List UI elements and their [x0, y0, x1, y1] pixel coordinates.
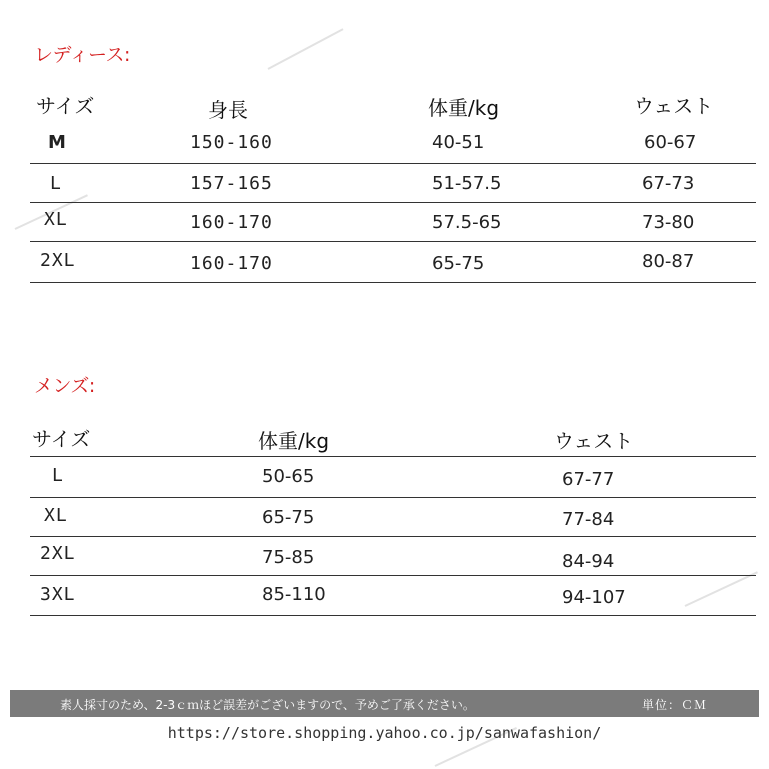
waist-cell: 77-84 — [562, 509, 615, 530]
unit-label: 単位：ＣＭ — [642, 698, 708, 712]
height-cell: 157-165 — [190, 173, 273, 194]
waist-cell: 67-73 — [642, 173, 695, 194]
waist-cell: 60-67 — [644, 132, 697, 153]
store-url: https://store.shopping.yahoo.co.jp/sanwafashion/ — [167, 724, 602, 742]
header-height: 身長 — [208, 98, 248, 122]
mens-table-header — [30, 423, 756, 453]
weight-cell: 65-75 — [432, 253, 485, 274]
weight-cell: 51-57.5 — [432, 173, 502, 194]
header-weight: 体重/kg — [428, 96, 500, 120]
header-size: サイズ — [32, 427, 91, 451]
weight-cell: 57.5-65 — [432, 212, 502, 233]
mens-section-title: メンズ: — [34, 375, 95, 397]
table-row — [30, 497, 756, 537]
weight-cell: 50-65 — [262, 466, 315, 487]
waist-cell: 67-77 — [562, 469, 615, 490]
mens-size-table — [30, 423, 756, 620]
measurement-note: 素人採寸のため、2-3ｃｍほど誤差がございますので、予めご了承ください。 — [60, 698, 475, 712]
table-row — [30, 123, 756, 164]
table-row — [30, 242, 756, 283]
footer-notice-bar — [10, 690, 759, 717]
size-cell: 2XL — [40, 543, 76, 564]
table-row — [30, 456, 756, 498]
height-cell: 160-170 — [190, 253, 273, 274]
header-waist: ウェスト — [554, 429, 634, 453]
header-weight: 体重/kg — [258, 429, 330, 453]
size-cell: L — [50, 173, 62, 194]
waist-cell: 80-87 — [642, 251, 695, 272]
height-cell: 150-160 — [190, 132, 273, 153]
table-row — [30, 576, 756, 616]
watermark-streak — [268, 28, 344, 70]
waist-cell: 94-107 — [562, 587, 626, 608]
size-cell: XL — [44, 505, 68, 526]
size-cell: M — [48, 132, 66, 153]
weight-cell: 65-75 — [262, 507, 315, 528]
waist-cell: 73-80 — [642, 212, 695, 233]
size-cell: XL — [44, 209, 68, 230]
weight-cell: 85-110 — [262, 584, 326, 605]
height-cell: 160-170 — [190, 212, 273, 233]
weight-cell: 40-51 — [432, 132, 485, 153]
ladies-size-table — [30, 90, 756, 285]
size-cell: 3XL — [40, 584, 76, 605]
ladies-section-title: レディース: — [34, 44, 130, 66]
table-row — [30, 537, 756, 576]
table-row — [30, 164, 756, 203]
header-waist: ウェスト — [634, 94, 714, 118]
header-size: サイズ — [36, 94, 95, 118]
table-row — [30, 203, 756, 242]
size-cell: 2XL — [40, 250, 76, 271]
waist-cell: 84-94 — [562, 551, 615, 572]
size-cell: L — [52, 465, 64, 486]
ladies-table-header — [30, 90, 756, 120]
weight-cell: 75-85 — [262, 547, 315, 568]
